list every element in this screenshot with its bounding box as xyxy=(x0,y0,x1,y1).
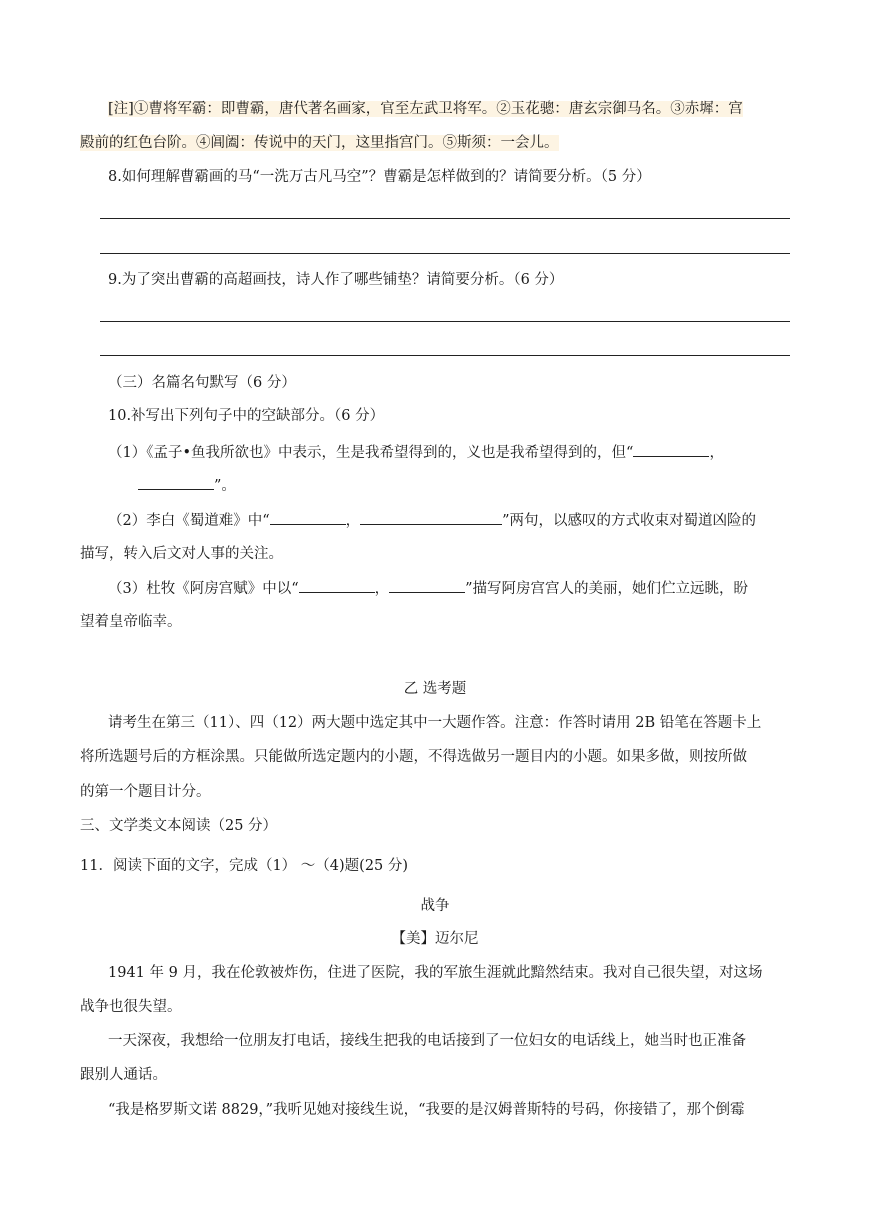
instructions-line-2: 将所选题号后的方框涂黑。只能做所选定题内的小题，不得选做另一题目内的小题。如果多做，则按所做 xyxy=(80,749,747,765)
story-author: 【美】迈尔尼 xyxy=(391,931,479,947)
question-10-1: （1）《孟子•鱼我所欲也》中表示，生是我希望得到的，义也是我希望得到的，但“ ， xyxy=(108,442,790,463)
question-10-3: （3）杜牧《阿房宫赋》中以“ ， ”描写阿房宫宫人的美丽，她们伫立远眺，盼 xyxy=(108,578,790,599)
fill-blank[interactable] xyxy=(270,510,346,525)
fill-blank[interactable] xyxy=(633,442,709,457)
fill-blank[interactable] xyxy=(138,475,214,490)
story-title: 战争 xyxy=(420,898,450,914)
answer-line[interactable] xyxy=(100,321,790,322)
question-10-1-cont: ”。 xyxy=(138,475,790,496)
question-8: 8.如何理解曹霸画的马“一洗万古凡马空”？曹霸是怎样做到的？请简要分析。（5 分） xyxy=(108,169,651,185)
story-paragraph-2: 一天深夜，我想给一位朋友打电话，接线生把我的电话接到了一位妇女的电话线上，她当时也正准备 xyxy=(108,1033,746,1049)
section-title-famous-quotes: （三）名篇名句默写（6 分） xyxy=(108,375,296,391)
annotation-note-line-2: 殿前的红色台阶。④阊阖：传说中的天门，这里指宫门。⑤斯须：一会儿。 xyxy=(80,135,559,151)
question-10: 10.补写出下列句子中的空缺部分。（6 分） xyxy=(108,408,385,424)
instructions-line-1: 请考生在第三（11）、四（12）两大题中选定其中一大题作答。注意：作答时请用 2B 铅笔在答题卡上 xyxy=(108,715,762,731)
story-paragraph-2-cont: 跟别人通话。 xyxy=(80,1067,167,1083)
answer-line[interactable] xyxy=(100,218,790,219)
section-title-literary-reading: 三、文学类文本阅读（25 分） xyxy=(80,818,278,834)
question-11: 11．阅读下面的文字，完成（1） ～（4)题(25 分) xyxy=(80,858,409,874)
story-paragraph-1: 1941 年 9 月，我在伦敦被炸伤，住进了医院，我的军旅生涯就此黯然结束。我对自己很失望，对这场 xyxy=(108,965,763,981)
question-10-2-cont: 描写，转入后文对人事的关注。 xyxy=(80,546,283,562)
question-10-2: （2）李白《蜀道难》中“ ， ”两句，以感叹的方式收束对蜀道凶险的 xyxy=(108,510,790,531)
question-10-3-cont: 望着皇帝临幸。 xyxy=(80,614,182,630)
annotation-note-line-1: [注]①曹将军霸：即曹霸，唐代著名画家，官至左武卫将军。②玉花骢：唐玄宗御马名。③赤墀：宫 xyxy=(108,101,743,117)
fill-blank[interactable] xyxy=(299,578,375,593)
answer-line[interactable] xyxy=(100,253,790,254)
story-paragraph-3: “我是格罗斯文诺 8829，”我听见她对接线生说，“我要的是汉姆普斯特的号码，你接错了，那个倒霉 xyxy=(108,1102,745,1118)
answer-line[interactable] xyxy=(100,355,790,356)
question-9: 9.为了突出曹霸的高超画技，诗人作了哪些铺垫？请简要分析。（6 分） xyxy=(108,272,564,288)
fill-blank[interactable] xyxy=(360,510,502,525)
fill-blank[interactable] xyxy=(389,578,465,593)
part-b-title: 乙 选考题 xyxy=(403,681,467,697)
instructions-line-3: 的第一个题目计分。 xyxy=(80,784,211,800)
story-paragraph-1-cont: 战争也很失望。 xyxy=(80,999,182,1015)
